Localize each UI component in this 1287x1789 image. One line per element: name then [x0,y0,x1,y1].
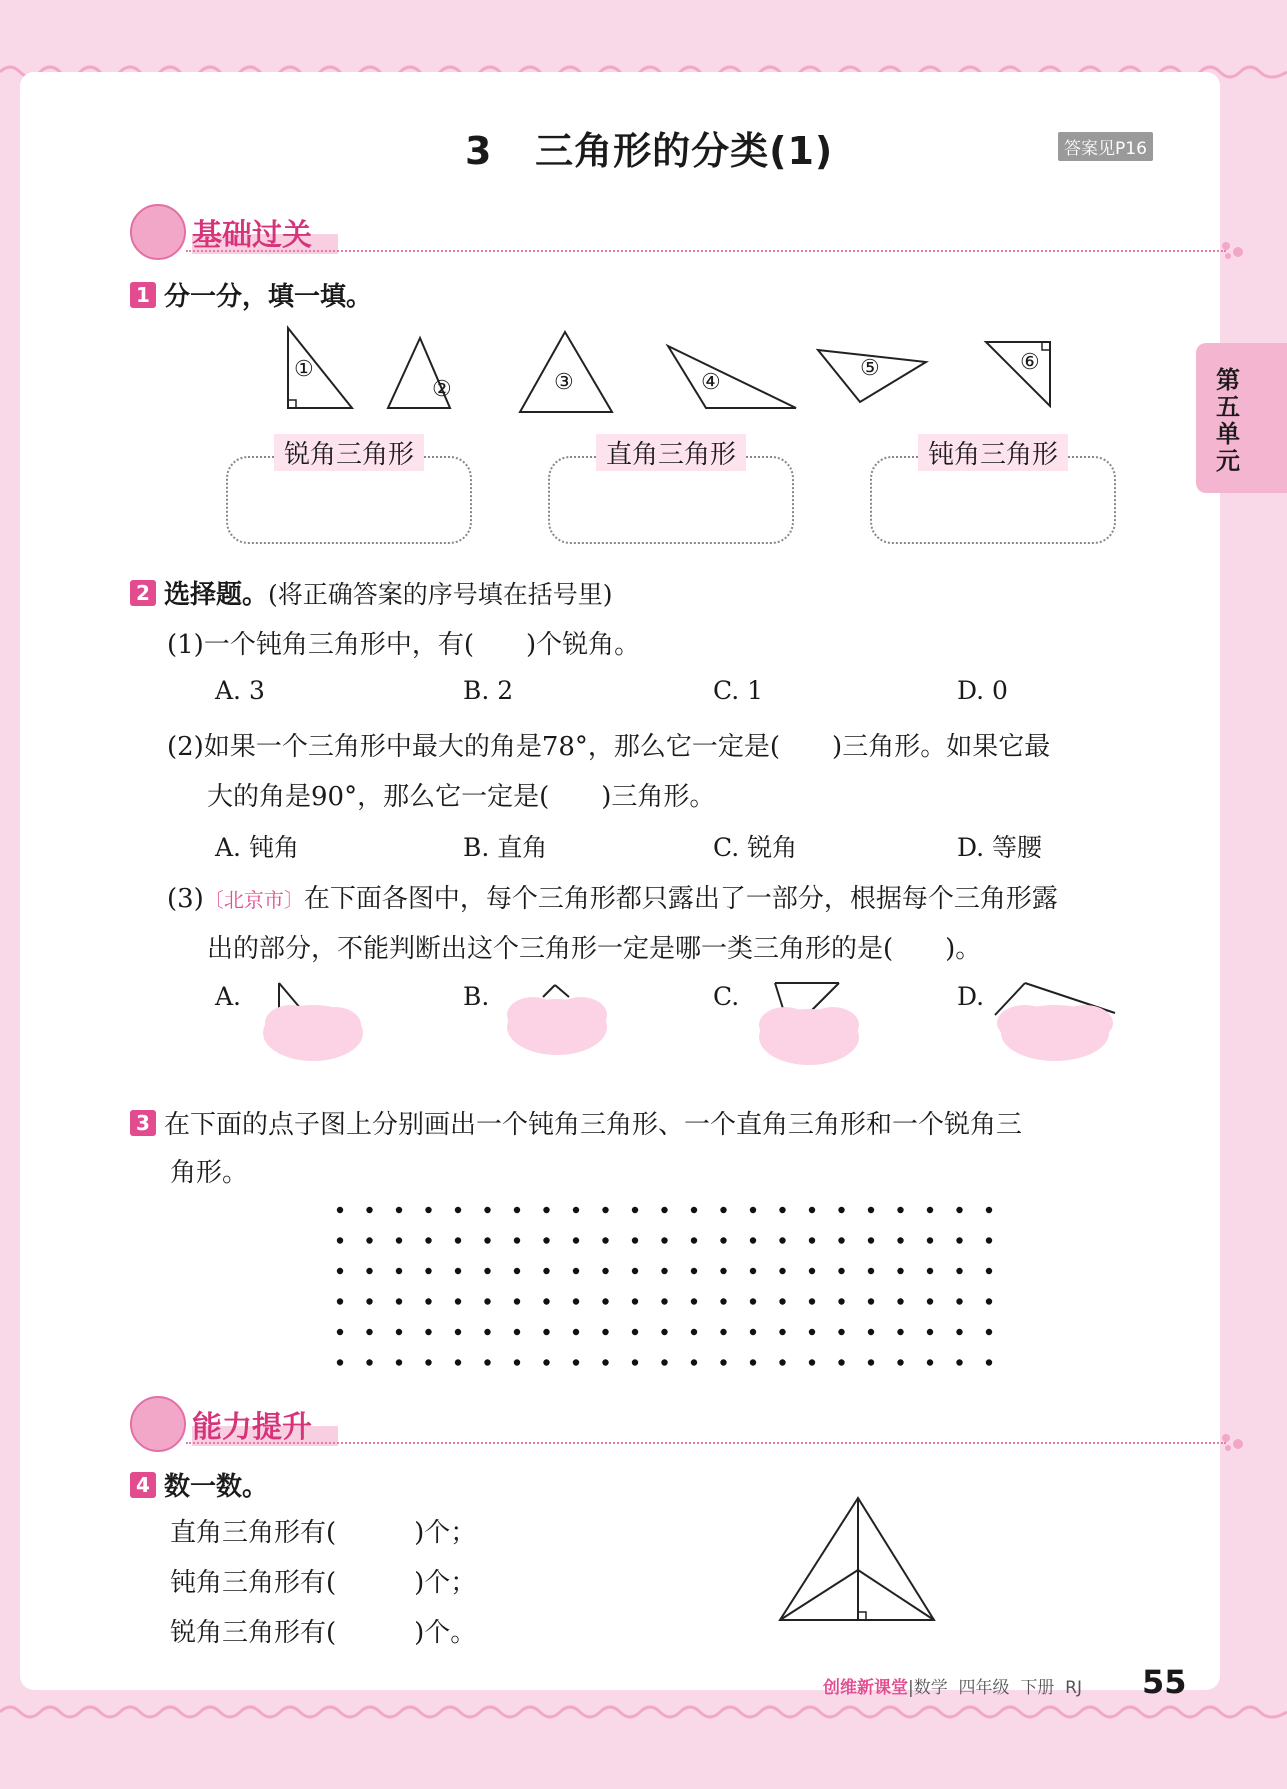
mascot-avatar-icon [130,204,186,260]
grid-dot[interactable] [573,1268,579,1274]
section-divider [186,1442,1226,1444]
grid-dot[interactable] [927,1268,933,1274]
grid-dot[interactable] [484,1329,490,1335]
grid-dot[interactable] [868,1298,874,1304]
grid-dot[interactable] [927,1329,933,1335]
grid-dot[interactable] [396,1207,402,1213]
question-number-badge: 3 [130,1110,156,1136]
grid-dot[interactable] [897,1359,903,1365]
grid-dot[interactable] [543,1298,549,1304]
grid-dot[interactable] [956,1329,962,1335]
grid-dot[interactable] [602,1207,608,1213]
grid-dot[interactable] [956,1237,962,1243]
question-number-badge: 2 [130,580,156,606]
grid-dot[interactable] [455,1268,461,1274]
question-1-title: 分一分，填一填。 [164,282,373,312]
triangle-6 [986,342,1050,406]
grid-dot[interactable] [986,1359,992,1365]
grid-dot[interactable] [337,1237,343,1243]
question-2-1-text: (1)一个钝角三角形中，有( )个锐角。 [167,630,641,660]
q2-3-option-a[interactable]: A. [215,982,242,1011]
triangle-label-3: ③ [554,370,574,395]
q2-1-option-b[interactable]: B. 2 [463,676,514,705]
grid-dot[interactable] [425,1329,431,1335]
grid-dot[interactable] [514,1329,520,1335]
grid-dot[interactable] [779,1329,785,1335]
grid-dot[interactable] [543,1237,549,1243]
partial-triangle-figures [255,975,1255,1075]
region-tag: 〔北京市〕 [203,888,304,912]
partial-triangle-b [507,985,607,1055]
grid-dot[interactable] [543,1268,549,1274]
counting-triangle-figure [770,1490,950,1630]
grid-dot[interactable] [779,1298,785,1304]
grid-dot[interactable] [366,1207,372,1213]
page-title: 3 三角形的分类(1) [465,129,834,173]
section-title-basic: 基础过关 [192,210,338,254]
grid-dot[interactable] [691,1207,697,1213]
classify-label-right: 直角三角形 [596,434,746,471]
grid-dot[interactable] [691,1359,697,1365]
grid-dot[interactable] [750,1207,756,1213]
q4-obtuse-count: 钝角三角形有( )个； [170,1568,477,1598]
triangle-label-5: ⑤ [860,356,880,381]
grid-dot[interactable] [927,1207,933,1213]
grid-dot[interactable] [455,1207,461,1213]
grid-dot[interactable] [661,1359,667,1365]
grid-dot[interactable] [956,1359,962,1365]
section-header-basic [130,204,1230,264]
grid-dot[interactable] [809,1298,815,1304]
answer-reference-badge: 答案见P16 [1058,132,1153,161]
q2-2-option-a[interactable]: A. 钝角 [215,833,299,862]
grid-dot[interactable] [366,1298,372,1304]
grid-dot[interactable] [661,1237,667,1243]
grid-dot[interactable] [720,1359,726,1365]
classify-box-obtuse[interactable] [870,440,1116,544]
grid-dot[interactable] [484,1268,490,1274]
grid-dot[interactable] [661,1329,667,1335]
triangle-label-1: ① [294,357,314,382]
grid-dot[interactable] [425,1298,431,1304]
question-2-title: 选择题。 [164,580,269,610]
dot-grid[interactable] [330,1200,1010,1370]
page-number: 55 [1142,1663,1187,1701]
grid-dot[interactable] [425,1268,431,1274]
mascot-avatar-icon [130,1396,186,1452]
grid-dot[interactable] [897,1207,903,1213]
grid-dot[interactable] [484,1359,490,1365]
grid-dot[interactable] [543,1329,549,1335]
classify-box-right[interactable] [548,440,794,544]
question-4-title: 数一数。 [164,1472,269,1502]
footer-separator: | [908,1678,914,1698]
grid-dot[interactable] [720,1298,726,1304]
grid-dot[interactable] [809,1237,815,1243]
grid-dot[interactable] [396,1268,402,1274]
section-title-advanced: 能力提升 [192,1402,338,1446]
grid-dot[interactable] [366,1359,372,1365]
grid-dot[interactable] [573,1359,579,1365]
question-2-3-line1 [167,878,1058,915]
q2-1-option-d[interactable]: D. 0 [957,676,1008,705]
triangle-4 [668,346,796,408]
classify-label-obtuse: 钝角三角形 [918,434,1068,471]
grid-dot[interactable] [632,1359,638,1365]
decor-dots-icon [1220,1432,1250,1452]
unit-side-tab-label: 第五单元 [1216,366,1240,475]
grid-dot[interactable] [809,1207,815,1213]
grid-dot[interactable] [514,1359,520,1365]
grid-dot[interactable] [868,1268,874,1274]
grid-dot[interactable] [396,1329,402,1335]
question-2-3-text: 在下面各图中，每个三角形都只露出了一部分，根据每个三角形露 [303,884,1058,914]
classify-box-acute[interactable] [226,440,472,544]
q4-acute-count: 锐角三角形有( )个。 [170,1618,477,1648]
grid-dot[interactable] [868,1329,874,1335]
footer-info: 数学 四年级 下册 RJ [913,1678,1082,1698]
grid-dot[interactable] [868,1237,874,1243]
unit-side-tab [1196,343,1287,493]
q2-1-option-c[interactable]: C. 1 [713,676,764,705]
q2-2-option-b[interactable]: B. 直角 [463,833,548,862]
grid-dot[interactable] [602,1237,608,1243]
question-2-2-line1: (2)如果一个三角形中最大的角是78°，那么它一定是( )三角形。如果它最 [167,732,1051,762]
grid-dot[interactable] [720,1237,726,1243]
q2-3-option-d[interactable]: D. [957,982,985,1011]
grid-dot[interactable] [809,1329,815,1335]
grid-dot[interactable] [720,1268,726,1274]
grid-dot[interactable] [838,1298,844,1304]
triangle-figures [270,320,1070,420]
grid-dot[interactable] [838,1237,844,1243]
grid-dot[interactable] [691,1298,697,1304]
q2-1-option-a[interactable]: A. 3 [215,676,265,705]
partial-triangle-d [995,983,1115,1061]
grid-dot[interactable] [720,1207,726,1213]
q2-3-option-c[interactable]: C. [713,982,740,1011]
grid-dot[interactable] [838,1359,844,1365]
grid-dot[interactable] [838,1207,844,1213]
q2-2-option-d[interactable]: D. 等腰 [957,833,1043,862]
grid-dot[interactable] [632,1268,638,1274]
grid-dot[interactable] [337,1207,343,1213]
grid-dot[interactable] [927,1237,933,1243]
grid-dot[interactable] [720,1329,726,1335]
grid-dot[interactable] [956,1268,962,1274]
grid-dot[interactable] [986,1237,992,1243]
grid-dot[interactable] [573,1237,579,1243]
question-number-badge: 4 [130,1472,156,1498]
grid-dot[interactable] [396,1298,402,1304]
grid-dot[interactable] [691,1268,697,1274]
section-header-advanced [130,1396,1230,1456]
grid-dot[interactable] [337,1268,343,1274]
grid-dot[interactable] [514,1207,520,1213]
grid-dot[interactable] [750,1359,756,1365]
grid-dot[interactable] [661,1298,667,1304]
classify-label-acute: 锐角三角形 [274,434,424,471]
grid-dot[interactable] [337,1329,343,1335]
partial-triangle-c [759,983,859,1065]
grid-dot[interactable] [396,1237,402,1243]
grid-dot[interactable] [809,1359,815,1365]
grid-dot[interactable] [632,1207,638,1213]
grid-dot[interactable] [573,1298,579,1304]
question-2-3-line2: 出的部分，不能判断出这个三角形一定是哪一类三角形的是( )。 [207,934,982,964]
grid-dot[interactable] [986,1207,992,1213]
grid-dot[interactable] [484,1298,490,1304]
grid-dot[interactable] [897,1298,903,1304]
grid-dot[interactable] [750,1237,756,1243]
grid-dot[interactable] [661,1268,667,1274]
grid-dot[interactable] [455,1359,461,1365]
grid-dot[interactable] [337,1359,343,1365]
grid-dot[interactable] [543,1207,549,1213]
grid-dot[interactable] [868,1359,874,1365]
grid-dot[interactable] [986,1329,992,1335]
triangle-label-6: ⑥ [1020,350,1040,375]
grid-dot[interactable] [366,1237,372,1243]
grid-dot[interactable] [986,1298,992,1304]
grid-dot[interactable] [602,1298,608,1304]
q2-2-option-c[interactable]: C. 锐角 [713,833,798,862]
grid-dot[interactable] [897,1237,903,1243]
partial-triangle-a [263,983,363,1061]
bottom-wave-border [0,1700,1287,1724]
grid-dot[interactable] [956,1207,962,1213]
grid-dot[interactable] [573,1329,579,1335]
grid-dot[interactable] [750,1268,756,1274]
grid-dot[interactable] [632,1298,638,1304]
grid-dot[interactable] [809,1268,815,1274]
grid-dot[interactable] [425,1237,431,1243]
question-1-header [130,276,372,313]
triangle-label-2: ② [432,377,452,402]
grid-dot[interactable] [573,1207,579,1213]
grid-dot[interactable] [779,1237,785,1243]
grid-dot[interactable] [986,1268,992,1274]
grid-dot[interactable] [838,1268,844,1274]
question-2-header [130,574,613,611]
grid-dot[interactable] [396,1359,402,1365]
decor-dots-icon [1220,240,1250,260]
section-divider [186,250,1226,252]
grid-dot[interactable] [956,1298,962,1304]
footer-brand: 创维新课堂 [823,1678,908,1698]
grid-dot[interactable] [455,1237,461,1243]
grid-dot[interactable] [927,1298,933,1304]
question-2-3-prefix: (3) [167,884,204,914]
grid-dot[interactable] [661,1207,667,1213]
question-3-text: 在下面的点子图上分别画出一个钝角三角形、一个直角三角形和一个锐角三 [164,1110,1023,1140]
grid-dot[interactable] [514,1268,520,1274]
q4-right-count: 直角三角形有( )个； [170,1518,477,1548]
triangle-label-4: ④ [701,370,721,395]
grid-dot[interactable] [425,1359,431,1365]
grid-dot[interactable] [366,1329,372,1335]
grid-dot[interactable] [337,1298,343,1304]
question-3-line1 [130,1104,1022,1141]
grid-dot[interactable] [602,1268,608,1274]
grid-dot[interactable] [868,1207,874,1213]
grid-dot[interactable] [602,1359,608,1365]
grid-dot[interactable] [484,1237,490,1243]
grid-dot[interactable] [897,1268,903,1274]
grid-dot[interactable] [632,1237,638,1243]
grid-dot[interactable] [750,1298,756,1304]
grid-dot[interactable] [514,1298,520,1304]
q2-3-option-b[interactable]: B. [463,982,490,1011]
grid-dot[interactable] [897,1329,903,1335]
question-3-line2: 角形。 [170,1158,249,1188]
grid-dot[interactable] [691,1237,697,1243]
grid-dot[interactable] [779,1207,785,1213]
grid-dot[interactable] [425,1207,431,1213]
grid-dot[interactable] [514,1237,520,1243]
grid-dot[interactable] [602,1329,608,1335]
grid-dot[interactable] [455,1329,461,1335]
grid-dot[interactable] [484,1207,490,1213]
grid-dot[interactable] [779,1359,785,1365]
grid-dot[interactable] [779,1268,785,1274]
grid-dot[interactable] [691,1329,697,1335]
question-number-badge: 1 [130,282,156,308]
grid-dot[interactable] [750,1329,756,1335]
grid-dot[interactable] [632,1329,638,1335]
grid-dot[interactable] [838,1329,844,1335]
grid-dot[interactable] [543,1359,549,1365]
grid-dot[interactable] [366,1268,372,1274]
question-2-note: (将正确答案的序号填在括号里) [268,580,613,609]
grid-dot[interactable] [455,1298,461,1304]
page-footer [823,1673,1082,1698]
question-2-2-line2: 大的角是90°，那么它一定是( )三角形。 [207,782,716,812]
question-4-header [130,1466,268,1503]
grid-dot[interactable] [927,1359,933,1365]
